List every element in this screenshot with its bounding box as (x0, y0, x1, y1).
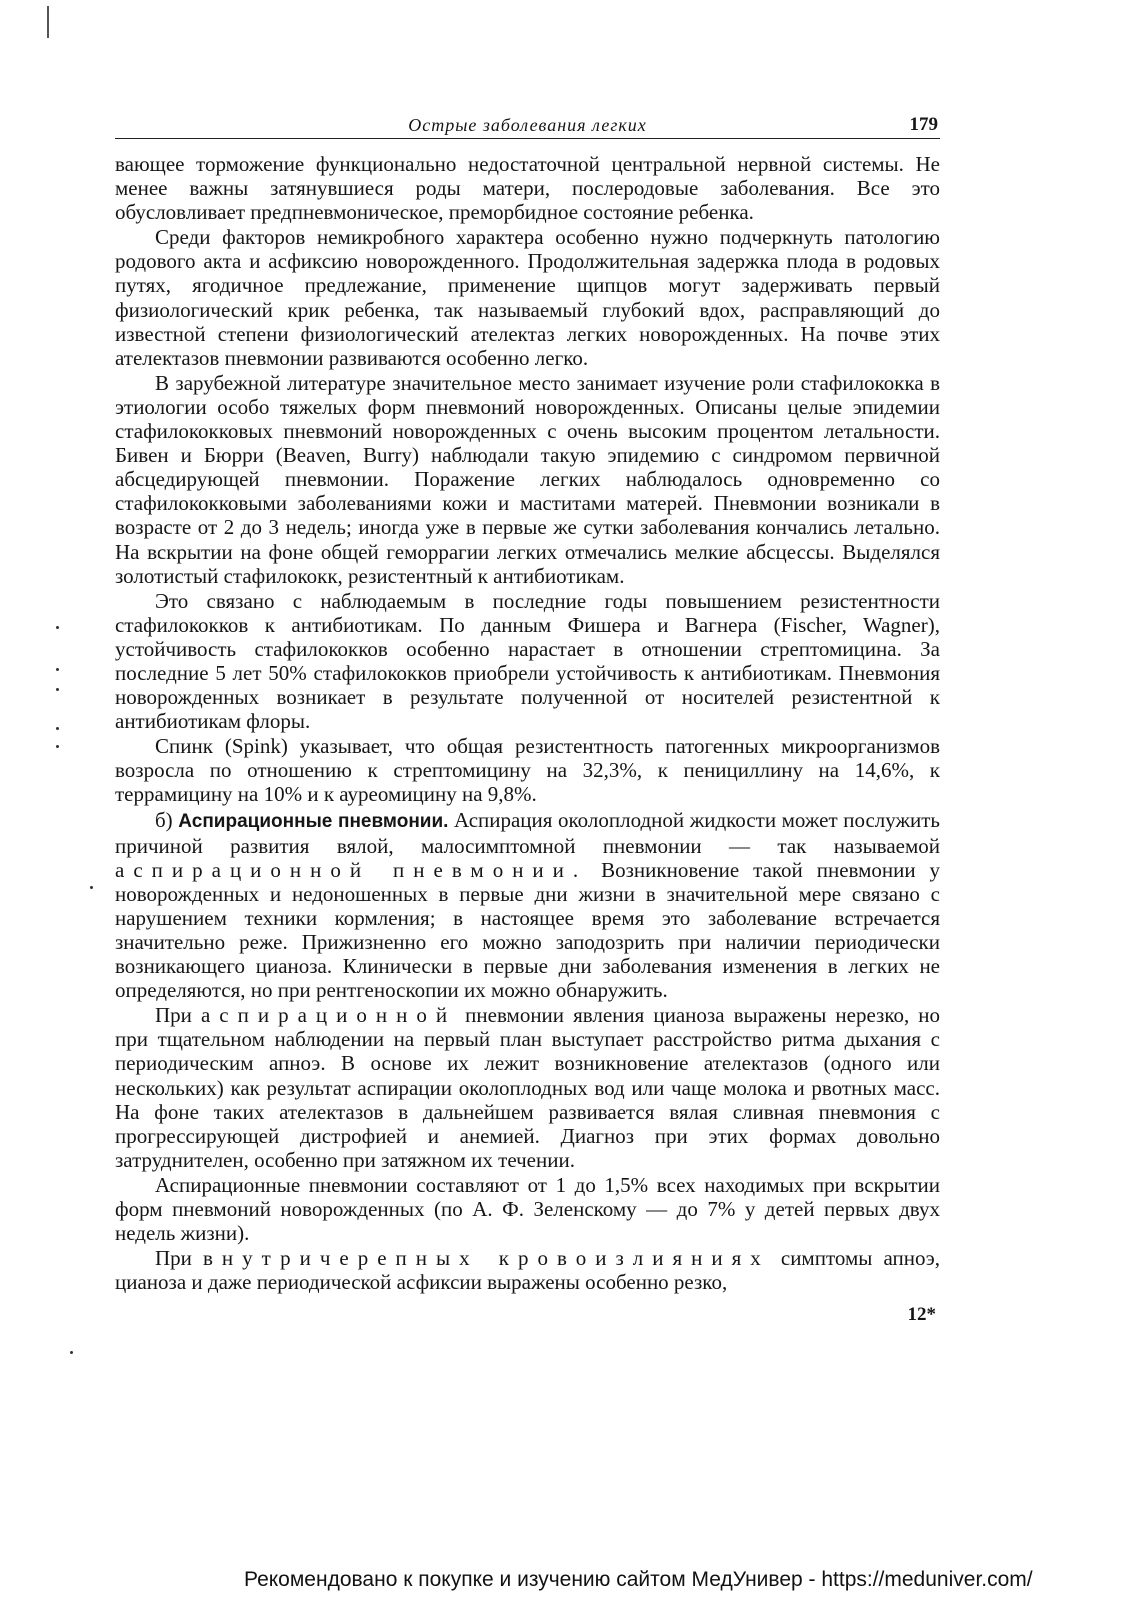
section-heading: Аспирационные пневмонии. (178, 810, 449, 832)
spaced-term: внутричерепных кровоизлияниях (203, 1246, 770, 1271)
paragraph-text: При (155, 1003, 192, 1028)
paragraph: Спинк (Spink) указывает, что общая резистентность патогенных микроорганизмов возросла по отношению к стрептомицину на 32,3%, к пенициллину на 14,6%, к террамицину на 10% и к ауреомицину на 9,8%. (115, 734, 940, 807)
page-number: 179 (909, 114, 938, 135)
paragraph-text: При (155, 1246, 192, 1271)
paragraph: вающее торможение функционально недостаточной центральной нервной системы. Не менее важны затянувшиеся роды матери, послеродовые заболевания. Все это обусловливает предпневмоническое, преморбидное состояние ребенка. (115, 152, 940, 225)
running-title: Острые заболевания легких (408, 115, 647, 135)
book-page (115, 112, 940, 1326)
paragraph (115, 1246, 940, 1294)
scan-speck (56, 727, 59, 730)
scan-speck (90, 886, 93, 889)
paragraph: Аспирационные пневмонии составляют от 1 до 1,5% всех находимых при вскрытии форм пневмоний новорожденных (по А. Ф. Зеленскому — до 7% у детей первых двух недель жизни). (115, 1172, 940, 1246)
scan-speck (56, 745, 59, 748)
page-header (115, 112, 940, 139)
footer-watermark: Рекомендовано к покупке и изучению сайтом МедУнивер - https://meduniver.com/ (244, 1568, 1033, 1591)
scan-speck (70, 1351, 73, 1354)
paragraph-text: пневмонии явления цианоза выражены нерезко, но при тщательном наблюдении на первый план выступает расстройство ритма дыхания с периодическим апноэ. В основе их лежит возникновение ателектазов (одного или нескольких) как результат аспирации околоплодных вод или чаще молока и рвотных масс. На фоне таких ателектазов в дальнейшем развивается вялая сливная пневмония с прогрессирующей дистрофией и анемией. Диагноз при этих формах довольно затруднителен, особенно при затяжном их течении. (115, 1003, 941, 1172)
list-marker: б) (155, 807, 173, 832)
paragraph: Это связано с наблюдаемым в последние годы повышением резистентности стафилококков к антибиотикам. По данным Фишера и Вагнера (Fischer, Wagner), устойчивость стафилококков особенно нарастает в отношении стрептомицина. За последние 5 лет 50% стафилококков приобрели устойчивость к антибиотикам. Пневмония новорожденных возникает в результате полученной от носителей резистентной к антибиотикам флоры. (115, 588, 940, 734)
paragraph (115, 1003, 940, 1172)
paragraph: В зарубежной литературе значительное место занимает изучение роли стафилококка в этиологии особо тяжелых форм пневмоний новорожденных. Описаны целые эпидемии стафилококковых пневмоний новорожденных с очень высоким процентом летальности. Бивен и Бюрри (Beaven, Burry) наблюдали такую эпидемию с синдромом первичной абсцедирующей пневмонии. Поражение легких наблюдалось одновременно со стафилококковыми заболеваниями кожи и маститами матерей. Пневмонии возникали в возрасте от 2 до 3 недель; иногда уже в первые же сутки заболевания кончались летально. На вскрытии на фоне общей геморрагии легких отмечались мелкие абсцессы. Выделялся золотистый стафилококк, резистентный к антибиотикам. (115, 370, 940, 588)
scan-speck (56, 668, 59, 671)
scan-speck (56, 626, 59, 629)
spaced-term: аспирационной пневмонии. (115, 857, 588, 882)
scan-speck (56, 688, 59, 691)
signature-mark: 12* (907, 1304, 936, 1326)
spaced-term: аспирационной (200, 1003, 457, 1028)
paragraph-text: симптомы апноэ, цианоза и даже периодической асфиксии выражены особенно резко, (115, 1246, 941, 1295)
paragraph (115, 808, 940, 1003)
paragraph: Среди факторов немикробного характера особенно нужно подчеркнуть патологию родового акта и асфиксию новорожденного. Продолжительная задержка плода в родовых путях, ягодичное предлежание, применение щипцов могут задерживать первый физиологический крик ребенка, так называемый глубокий вдох, расправляющий до известной степени физиологический ателектаз легких новорожденных. На почве этих ателектазов пневмонии развиваются особенно легко. (115, 225, 940, 370)
paragraph-text: Аспирация околоплодной жидкости может послужить причиной развития вялой, малосимптомной пневмонии — так называемой (115, 807, 941, 858)
scan-margin-mark (47, 6, 53, 38)
body-text (115, 152, 940, 1294)
paragraph-text: Возникновение такой пневмонии у новорожденных и недоношенных в первые дни жизни в значительной мере связано с нарушением техники кормления; в настоящее время это заболевание встречается значительно реже. Прижизненно его можно заподозрить при наличии периодически возникающего цианоза. Клинически в первые дни заболевания изменения в легких не определяются, но при рентгеноскопии их можно обнаружить. (115, 857, 941, 1003)
